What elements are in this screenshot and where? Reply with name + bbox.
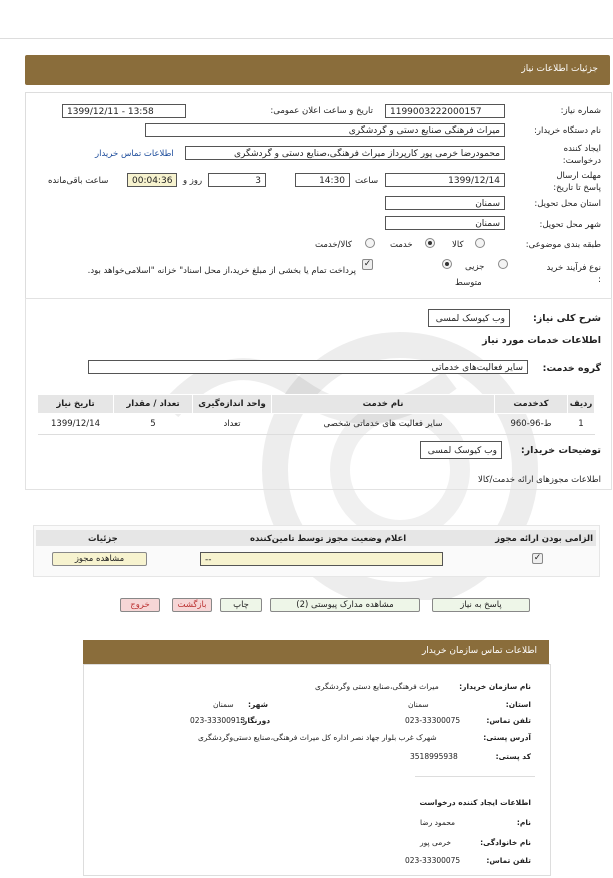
exit-button[interactable]: خروج: [120, 598, 160, 612]
permits-title: اطلاعات مجوزهای ارائه خدمت/کالا: [478, 475, 601, 485]
creator-phone: 023-33300075: [405, 856, 461, 865]
summary-label: شرح کلی نیاز:: [532, 313, 601, 324]
creator-family: خرمی پور: [420, 838, 452, 847]
buyer-desc-label: توضیحات خریدار:: [520, 445, 601, 456]
contact-fax: 023-33300913: [190, 716, 246, 725]
contact-org: میراث فرهنگی،صنایع دستی وگردشگری: [315, 682, 439, 691]
creator-phone-label: تلفن تماس:: [486, 856, 531, 865]
category-option-goods: کالا: [452, 240, 464, 250]
service-group-label: گروه خدمت:: [542, 363, 601, 374]
page-header: [25, 55, 610, 85]
contact-address-label: آدرس پستی:: [483, 733, 531, 742]
services-table: [37, 394, 595, 435]
contact-postal-label: کد پستی:: [495, 752, 531, 761]
buyer-contact-link[interactable]: اطلاعات تماس خریدار: [95, 149, 174, 159]
contact-phone: 023-33300075: [405, 716, 461, 725]
cell-code: ط-96-960: [495, 414, 568, 435]
buyer-org-field[interactable]: میراث فرهنگی صنایع دستی و گردشگری: [145, 123, 505, 137]
days-field[interactable]: 3: [208, 173, 266, 187]
cell-date: 1399/12/14: [38, 414, 114, 435]
cell-unit: تعداد: [193, 414, 272, 435]
contact-title: اطلاعات تماس سازمان خریدار: [421, 646, 537, 656]
contact-divider: [415, 776, 535, 777]
payment-note: پرداخت تمام یا بخشی از مبلغ خرید،از محل اسناد" خزانه "اسلامی‌خواهد بود.: [87, 266, 356, 276]
col-name: نام خدمت: [272, 395, 495, 414]
contact-city-label: شهر:: [248, 700, 268, 709]
col-unit: واحد اندازه‌گیری: [193, 395, 272, 414]
permit-required-checkbox: ✓: [533, 553, 542, 563]
services-title: اطلاعات خدمات مورد نیاز: [482, 335, 601, 346]
province-label: استان محل تحویل:: [534, 199, 601, 209]
cell-row: 1: [568, 414, 595, 435]
creator-section-title: اطلاعات ایجاد کننده درخواست: [419, 798, 531, 807]
contact-city: سمنان: [213, 700, 234, 709]
creator-name: محمود رضا: [420, 818, 456, 827]
deadline-date-field[interactable]: 1399/12/14: [385, 173, 505, 187]
time-label: ساعت: [355, 176, 379, 186]
process-option-medium: متوسط: [455, 278, 482, 288]
contact-address: شهرک غرب بلوار جهاد نصر اداره کل میراث فرهنگی،صنایع دستی‌وگردشگری: [198, 733, 437, 742]
contact-province-label: استان:: [505, 700, 531, 709]
process-label: نوع فرآیند خرید :: [546, 263, 601, 285]
contact-province: سمنان: [408, 700, 429, 709]
permit-status-field: --: [200, 552, 443, 566]
col-row: ردیف: [568, 395, 595, 414]
category-radio-both[interactable]: [365, 238, 375, 248]
contact-header: [83, 640, 549, 664]
cell-name: سایر فعالیت های خدماتی شخصی: [272, 414, 495, 435]
summary-field: وب کیوسک لمسی: [428, 309, 510, 327]
print-button[interactable]: چاپ: [220, 598, 262, 612]
need-number-label: شماره نیاز:: [560, 106, 601, 116]
col-qty: تعداد / مقدار: [114, 395, 193, 414]
top-divider: [0, 38, 613, 39]
view-permit-button[interactable]: مشاهده مجوز: [52, 552, 147, 566]
city-label: شهر محل تحویل:: [539, 220, 601, 230]
category-radio-service[interactable]: [425, 238, 435, 248]
back-button[interactable]: بازگشت: [172, 598, 212, 612]
attachments-button[interactable]: مشاهده مدارک پیوستی (2): [270, 598, 420, 612]
permits-col-details: جزئیات: [88, 534, 118, 544]
remaining-label: ساعت باقی‌مانده: [48, 176, 109, 186]
creator-name-label: نام:: [516, 818, 531, 827]
process-radio-minor[interactable]: [498, 259, 508, 269]
contact-org-label: نام سازمان خریدار:: [459, 682, 531, 691]
table-row: [38, 414, 595, 435]
process-option-minor: جزیی: [465, 262, 485, 272]
contact-postal: 3518995938: [410, 752, 458, 761]
buyer-desc-field: وب کیوسک لمسی: [420, 441, 502, 459]
creator-family-label: نام خانوادگی:: [480, 838, 531, 847]
remaining-time-field: 00:04:36: [127, 173, 177, 187]
deadline-label: مهلت ارسال پاسخ تا تاریخ:: [553, 171, 601, 193]
creator-label: ایجاد کننده درخواست:: [562, 144, 601, 166]
breadcrumb: جزئیات اطلاعات نیاز: [521, 64, 598, 74]
deadline-time-field[interactable]: 14:30: [295, 173, 350, 187]
day-label: روز و: [183, 176, 203, 186]
service-group-field: سایر فعالیت‌های خدماتی: [88, 360, 528, 374]
announce-field[interactable]: 1399/12/11 - 13:58: [62, 104, 186, 118]
creator-field[interactable]: محمودرضا خرمی پور کارپرداز میراث فرهنگی،صنایع دستی و گردشگری: [185, 146, 505, 160]
city-field[interactable]: سمنان: [385, 216, 505, 230]
announce-label: تاریخ و ساعت اعلان عمومی:: [270, 106, 373, 116]
category-label: طبقه بندی موضوعی:: [525, 240, 601, 250]
treasury-checkbox[interactable]: ✓: [363, 259, 372, 269]
category-option-service: خدمت: [390, 240, 413, 250]
col-date: تاریخ نیاز: [38, 395, 114, 414]
permits-col-required: الزامی بودن ارائه مجوز: [495, 534, 593, 544]
cell-qty: 5: [114, 414, 193, 435]
process-radio-medium[interactable]: [442, 259, 452, 269]
contact-phone-label: تلفن تماس:: [486, 716, 531, 725]
buyer-org-label: نام دستگاه خریدار:: [534, 126, 601, 136]
category-option-both: کالا/خدمت: [315, 240, 352, 250]
permits-col-status: اعلام وضعیت مجوز توسط تامین‌کننده: [250, 534, 407, 544]
col-code: کدخدمت: [495, 395, 568, 414]
services-table-header: [38, 395, 595, 414]
province-field[interactable]: سمنان: [385, 196, 505, 210]
need-number-field[interactable]: 1199003222000157: [385, 104, 505, 118]
reply-button[interactable]: پاسخ به نیاز: [432, 598, 530, 612]
contact-fax-label: دورنگار:: [240, 716, 271, 725]
category-radio-goods[interactable]: [475, 238, 485, 248]
